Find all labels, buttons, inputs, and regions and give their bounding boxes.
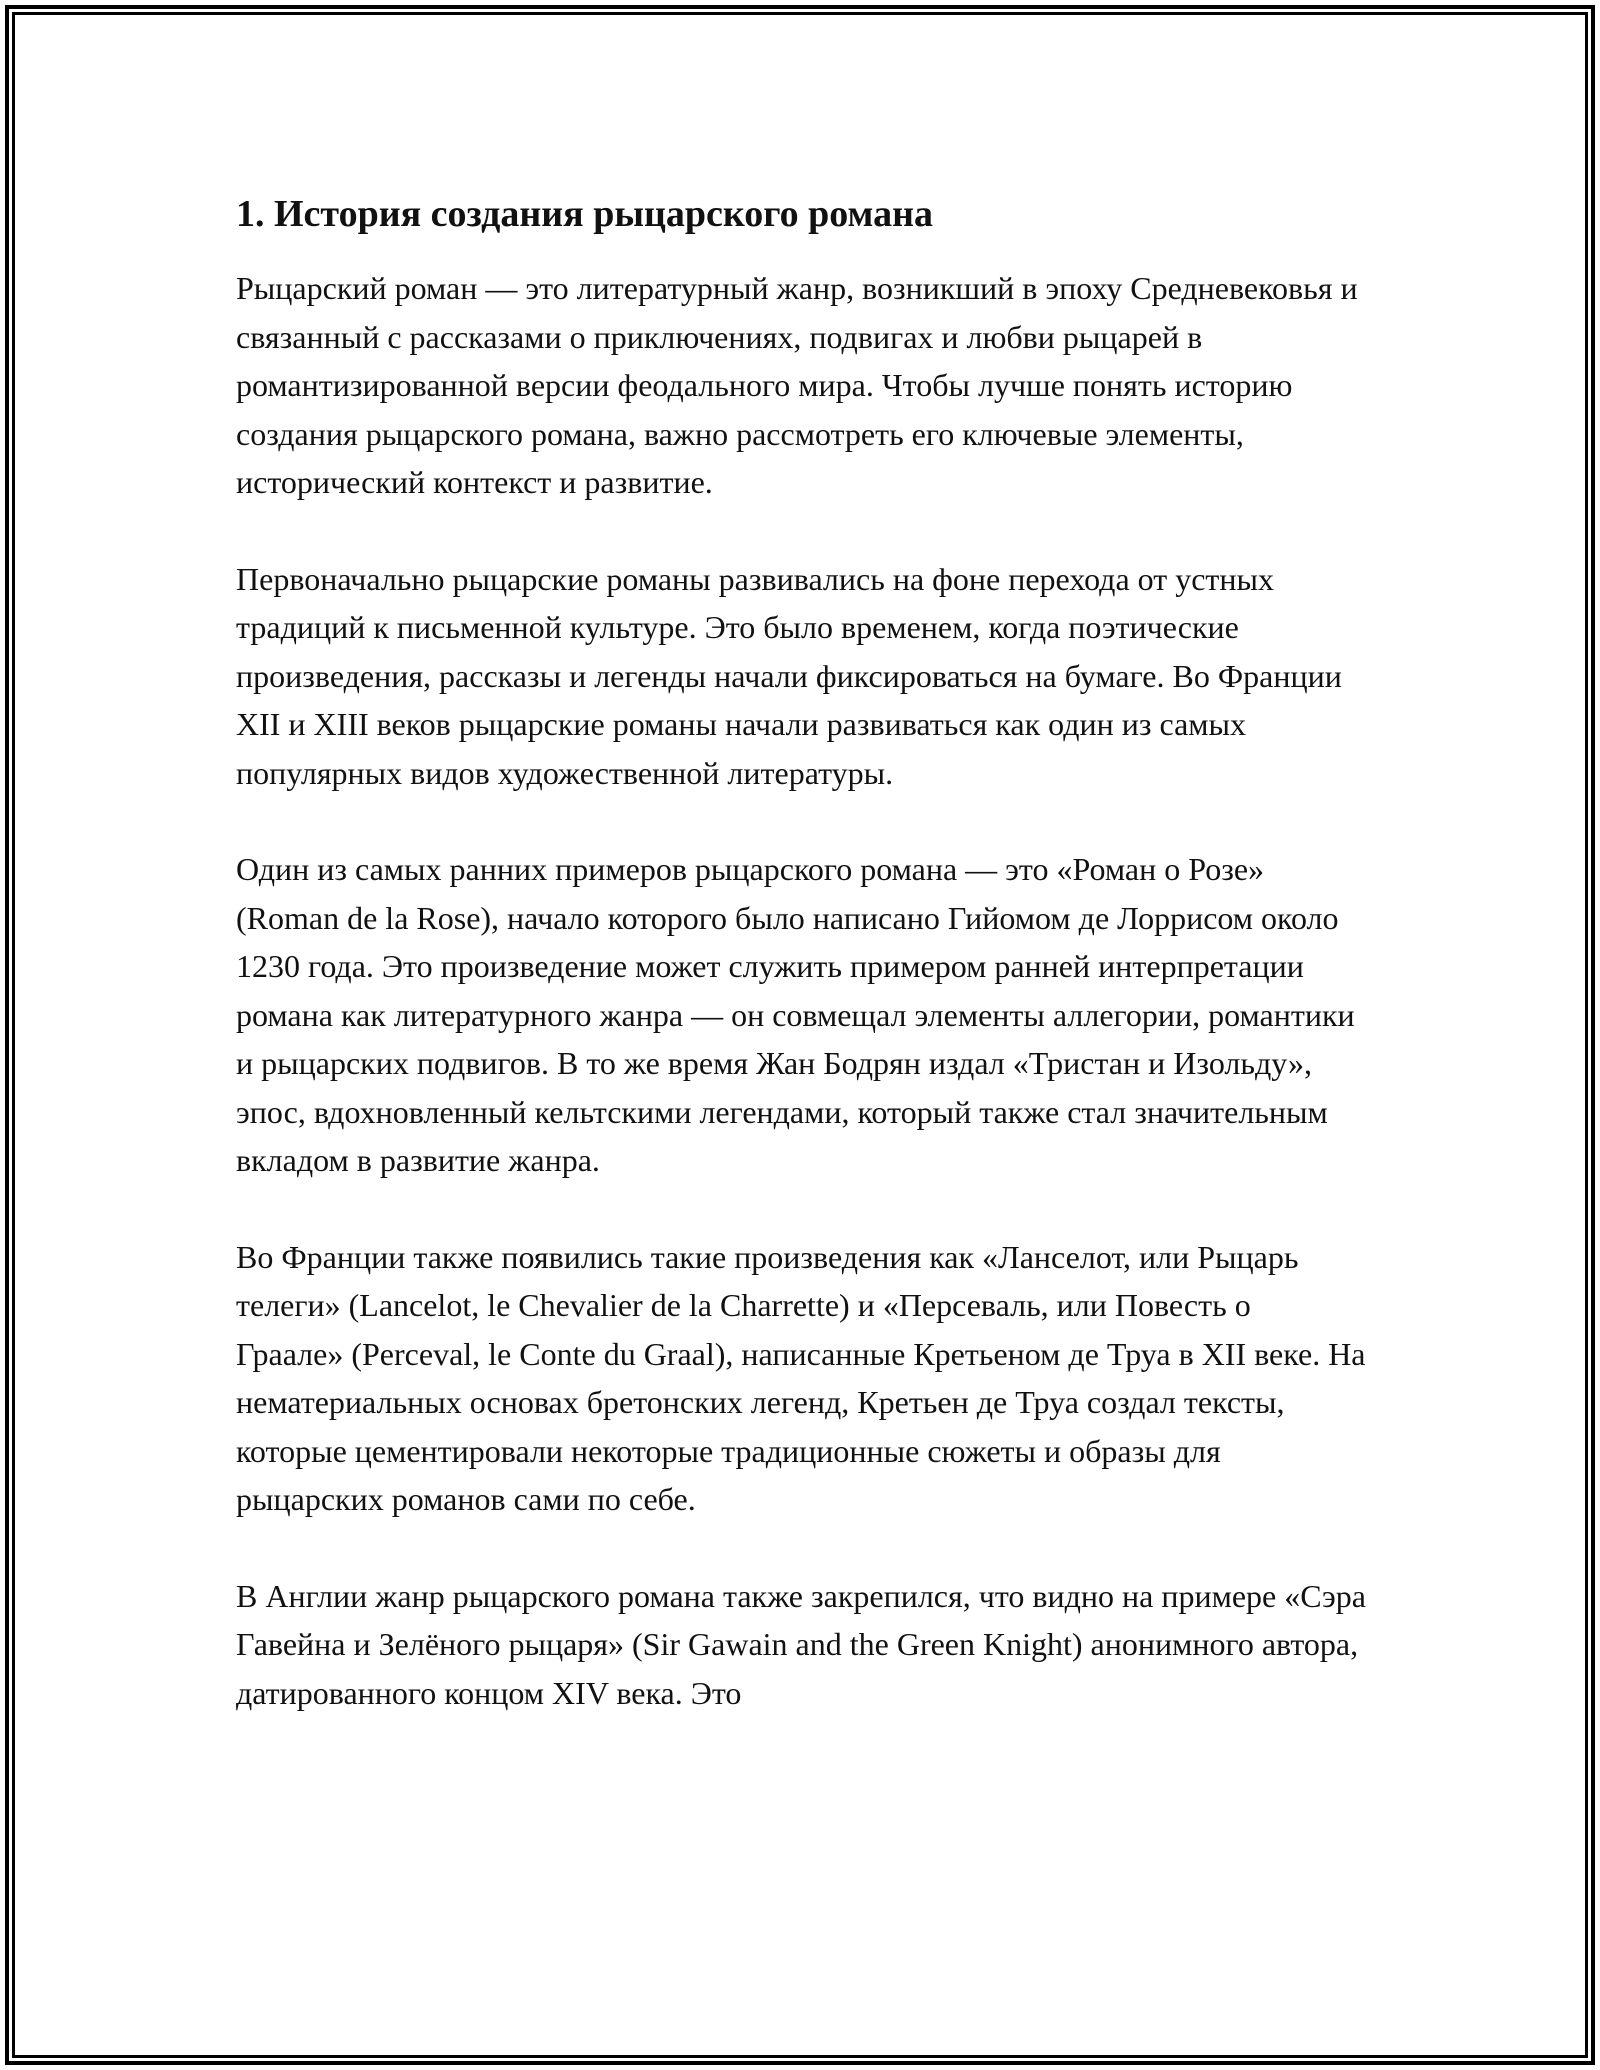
section-heading: 1. История создания рыцарского романа [236, 193, 934, 235]
paragraph-5: В Англии жанр рыцарского романа также закрепился, что видно на примере «Сэра Гавейна и Зелёного рыцаря» (Sir Gawain and the Green Knight) анонимного автора, датированного концом XIV века. Это [236, 1577, 1366, 1711]
paragraph-2: Первоначально рыцарские романы развивались на фоне перехода от устных традиций к письменной культуре. Это было временем, когда поэтические произведения, рассказы и легенды начали фиксироваться на бумаге. Во Франции XII и XIII веков рыцарские романы начали развиваться как один из самых популярных видов художественной литературы. [236, 560, 1342, 791]
paragraph-3: Один из самых ранних примеров рыцарского романа — это «Роман о Розе» (Roman de la Rose), начало которого было написано Гийомом де Лоррисом около 1230 года. Это произведение может служить примером ранней интерпретации романа как литературного жанра — он совмещал элементы аллегории, романтики и рыцарских подвигов. В то же время Жан Бодрян издал «Тристан и Изольду», эпос, вдохновленный кельтскими легендами, который также стал значительным вкладом в развитие жанра. [236, 851, 1355, 1178]
document-page [236, 186, 1366, 1765]
paragraph-4: Во Франции также появились такие произведения как «Ланселот, или Рыцарь телеги» (Lancelot, le Chevalier de la Charrette) и «Персеваль, или Повесть о Граале» (Perceval, le Conte du Graal), написанные Кретьеном де Труа в XII веке. На нематериальных основах бретонских легенд, Кретьен де Труа создал тексты, которые цементировали некоторые традиционные сюжеты и образы для рыцарских романов сами по себе. [236, 1238, 1366, 1517]
paragraph-1: Рыцарский роман — это литературный жанр, возникший в эпоху Средневековья и связанный с рассказами о приключениях, подвигах и любви рыцарей в романтизированной версии феодального мира. Чтобы лучше понять историю создания рыцарского романа, важно рассмотреть его ключевые элементы, исторический контекст и развитие. [236, 270, 1358, 500]
